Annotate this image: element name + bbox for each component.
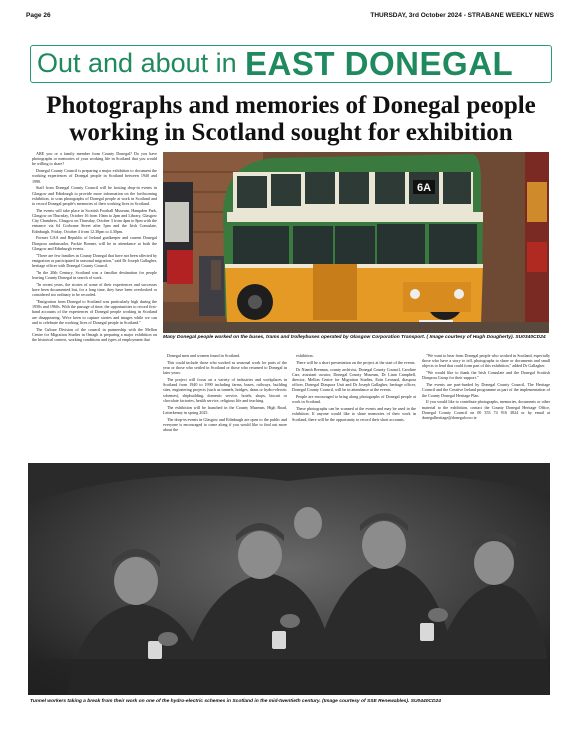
article-paragraph: "In the 20th Century, Scotland was a familiar destination for people leaving County Donegal in search of work. [32, 269, 157, 281]
section-name: EAST DONEGAL [245, 45, 514, 82]
headline: Photographs and memories of Donegal people working in Scotland sought for exhibition [46, 92, 536, 146]
tunnel-photo-caption: Tunnel workers taking a break from their work on one of the hydro-electric schemes in Scotland in the mid-twentieth century. (Image courtesy of SSE Renewables). SU0440CD24 [30, 699, 441, 704]
article-paragraph: "We want to hear from Donegal people who worked in Scotland, especially those who have a story to tell, photographs to share or documents and small objects to lend that could form part of this exhibition," added Dr Gallagher. [422, 353, 550, 369]
article-paragraph: People are encouraged to bring along photographs of Donegal people at work in Scotland. [292, 394, 416, 405]
page-number: Page 26 [26, 12, 51, 19]
article-column-1 [32, 151, 157, 463]
article-column-3 [292, 353, 416, 458]
bus-photo-caption: Many Donegal people worked on the buses, trams and trolleybuses operated by Glasgow Corporation Transport. ( Image courtesy of Hugh Dougherty). SU0340CD24 [163, 335, 546, 340]
article-paragraph: This could include those who worked as seasonal work for parts of the year or those who settled in Scotland or those who returned to Donegal in later years. [163, 359, 287, 376]
article-paragraph: The events will take place in Scottish Football Museum, Hampden Park, Glasgow on Thursday, October 16 from 10am to 2pm and Library, Glasgow City Chambers, Glasgow on Thursday, October 3 from 4pm to 8pm with the entrance via 64 Cochrane Street after 5pm and the Irish Consulate, Edinburgh, Friday, October 4 from 12.30pm to 4.30pm. [32, 207, 157, 234]
dateline: THURSDAY, 3rd October 2024 - STRABANE WEEKLY NEWS [370, 12, 554, 19]
tunnel-workers-photo-image [28, 463, 550, 695]
article-paragraph: If you would like to contribute photographs, memories, documents or other material to the exhibition, contact the County Donegal Heritage Office, Donegal County Council on 00 353 74 916 3824 or by email at donegalheritage@donegalcoco.ie [422, 399, 550, 421]
article-paragraph: Donegal men and women found in Scotland. [167, 353, 241, 358]
article-paragraph: exhibition. [296, 353, 314, 358]
article-paragraph: The project will focus on a variety of industries and workplaces in Scotland from 1940 to 1990 including farms, buses, railways, building sites, engineering projects (such as tunnels, bridges, dams or hydro-electric schemes), shipbuilding, domestic service, hotels, shops, biscuit or chocolate factories, health service, religious life and teaching. [163, 377, 287, 403]
article-paragraph: Staff from Donegal County Council will be hosting drop-in events in Glasgow and Edinburgh to provide more information on the forthcoming exhibition, to scan photographs of Donegal people at work in Scotland and to record Donegal people's memories of their working lives in Scotland. [32, 185, 157, 207]
article-paragraph: "In recent years, the stories of some of their experiences and successes have been documented but, for a long time, they have been overlooked or considered too ordinary to be recorded. [32, 281, 157, 298]
page-folio [26, 10, 554, 22]
article-paragraph: "We would like to thank the Irish Consulate and the Donegal Scottish Diaspora Group for their support." [422, 370, 550, 381]
bus-photo [163, 152, 549, 333]
article-paragraph: ARE you or a family member from County Donegal? Do you have photographs or memories of your working life in Scotland that you would be willing to share? [32, 151, 157, 167]
tunnel-workers-photo [28, 463, 550, 695]
bus-photo-image [163, 152, 549, 333]
bus-route-number: 6A [416, 182, 432, 194]
article-paragraph: Former GAA and Republic of Ireland goalkeeper and current Donegal Diaspora ambassador, Packie Bonner, will be in attendance at both the Glasgow and Edinburgh events. [32, 235, 157, 251]
article-paragraph: Dr Niamh Brennan, county archivist, Donegal County Council, Caroline Carr, assistant curator, Donegal County Museum, Dr Liam Campbell, director, Mellon Centre for Migration Studies, Eoin Leonard, diaspora officer, Donegal Diaspora Unit and Dr Joseph Gallagher, heritage officer, Donegal County Council, will be in attendance at the events. [292, 366, 416, 393]
article-paragraph: Donegal County Council is preparing a major exhibition to document the working experiences of Donegal people in Scotland between 1940 and 1990. [32, 168, 157, 184]
article-paragraph: These photographs can be scanned at the events and may be used in the exhibition. If anyone would like to share memories of their work in Scotland, there will be the opportunity to record their short accounts. [292, 406, 416, 422]
article-paragraph: "Emigration from Donegal to Scotland was particularly high during the 1950s and 1960s. With the passage of time, the opportunities to record first-hand accounts of the experiences of Donegal people working in Scotland are disappearing. We're keen to capture stories and images while we can and to celebrate the working lives of Donegal people in Scotland." [32, 299, 157, 325]
article-paragraph: The exhibition will be launched in the County Museum, High Road, Letterkenny in spring 2025. [163, 404, 287, 415]
article-paragraph: The drop-in events in Glasgow and Edinburgh are open to the public and everyone is encouraged to come along if you would like to find out more about the [163, 416, 287, 433]
article-column-2 [163, 353, 287, 458]
section-prefix: Out and about in [37, 48, 237, 78]
section-masthead [30, 45, 552, 83]
article-paragraph: The events are part-funded by Donegal County Council, The Heritage Council and the Creative Ireland programme as part of the implementation of the County Donegal Heritage Plan. [422, 382, 550, 398]
article-paragraph: There will be a short presentation on the project at the start of the events. [296, 359, 416, 365]
article-paragraph: The Culture Division of the council in partnership with the Mellon Centre for Migration Studies in Omagh is preparing a major exhibition on the historical context, working conditions and types of employment that [32, 326, 157, 343]
article-paragraph: "There are few families in County Donegal that have not been affected by emigration or participated in seasonal migration," said Dr Joseph Gallagher, heritage officer with Donegal County Council. [32, 252, 157, 269]
article-column-4 [422, 353, 550, 458]
